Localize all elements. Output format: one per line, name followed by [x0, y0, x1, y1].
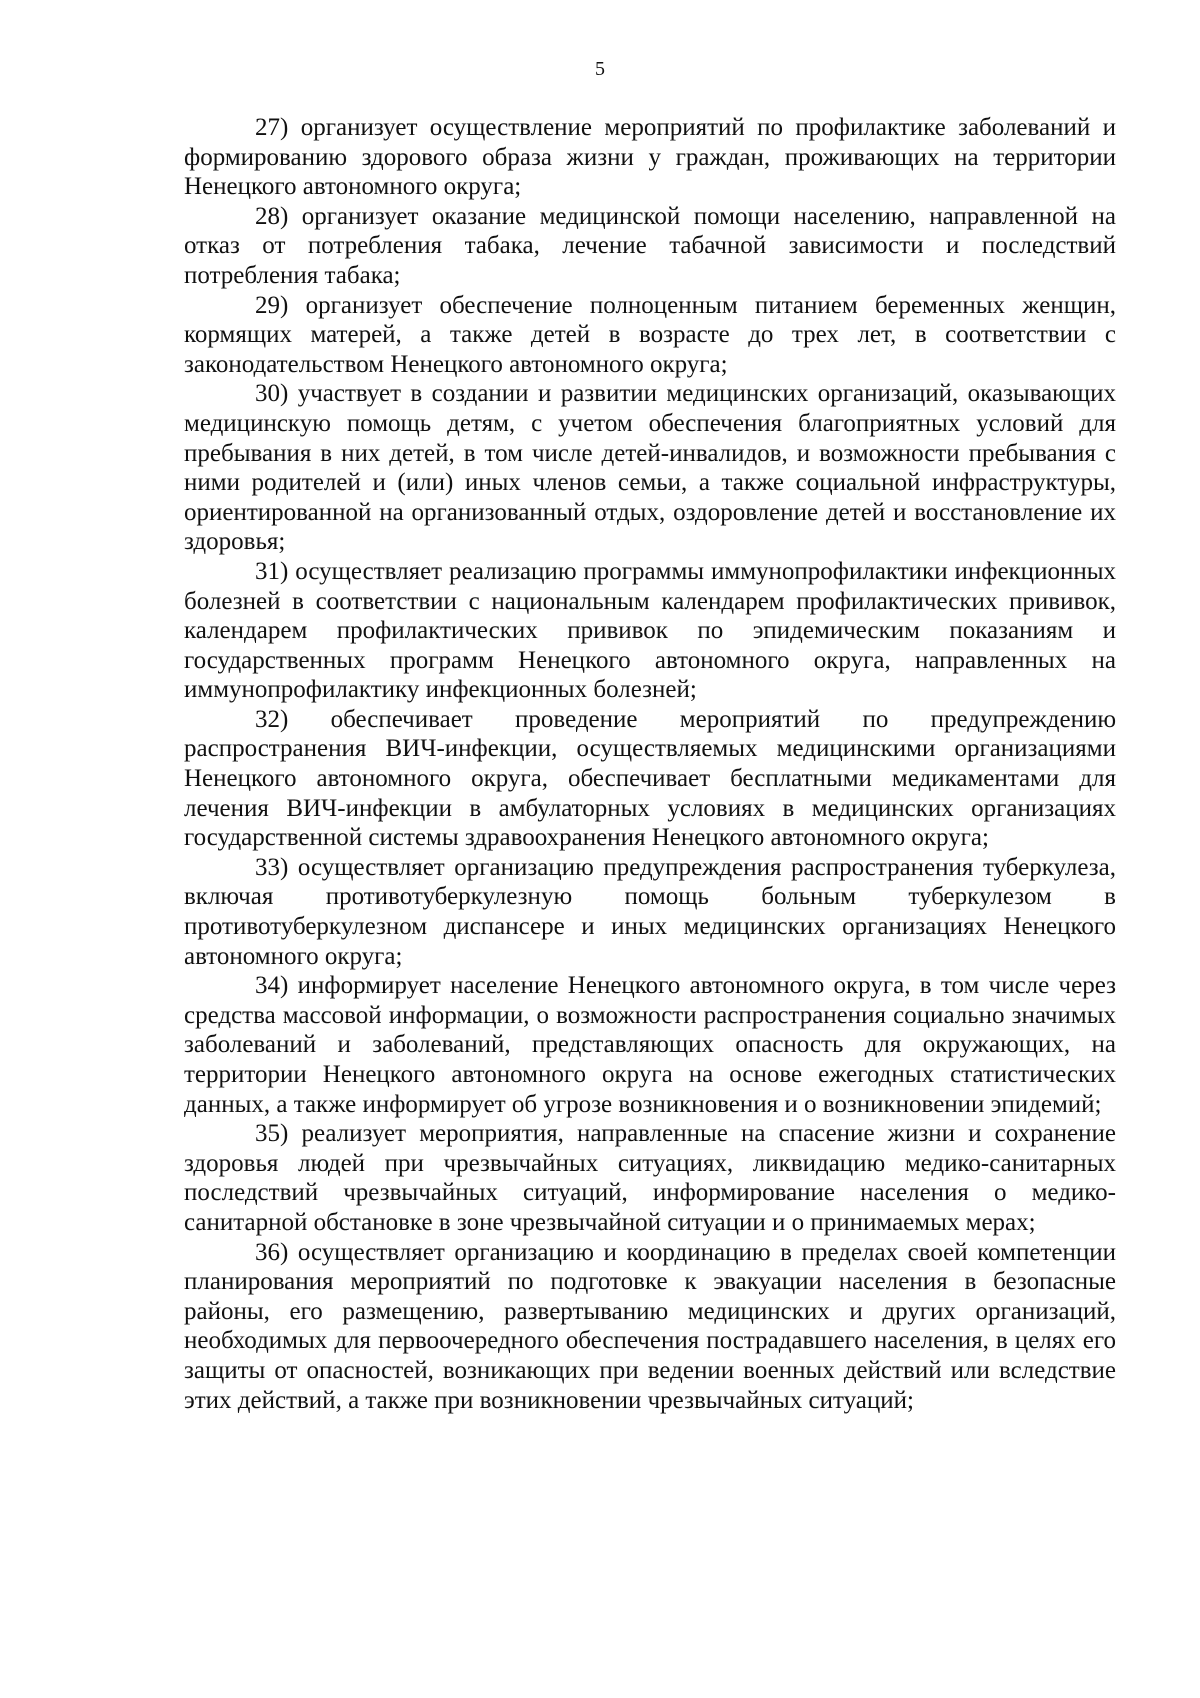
- paragraph-item-33: 33) осуществляет организацию предупреждения распространения туберкулеза, включая противотуберкулезную помощь больным туберкулезом в противотуберкулезном диспансере и иных медицинских организациях Ненецкого автономного округа;: [184, 853, 1116, 970]
- paragraph-item-36: 36) осуществляет организацию и координацию в пределах своей компетенции планирования мероприятий по подготовке к эвакуации населения в безопасные районы, его размещению, развертыванию медицинских и других организаций, необходимых для первоочередного обеспечения пострадавшего населения, в целях его защиты от опасностей, возникающих при ведении военных действий или вследствие этих действий, а также при возникновении чрезвычайных ситуаций;: [184, 1238, 1116, 1414]
- paragraph-item-34: 34) информирует население Ненецкого автономного округа, в том числе через средства массовой информации, о возможности распространения социально значимых заболеваний и заболеваний, представляющих опасность для окружающих, на территории Ненецкого автономного округа на основе ежегодных статистических данных, а также информирует об угрозе возникновения и о возникновении эпидемий;: [184, 972, 1116, 1118]
- paragraph-item-29: 29) организует обеспечение полноценным питанием беременных женщин, кормящих матерей, а также детей в возрасте до трех лет, в соответствии с законодательством Ненецкого автономного округа;: [184, 291, 1116, 378]
- paragraph-item-35: 35) реализует мероприятия, направленные на спасение жизни и сохранение здоровья людей при чрезвычайных ситуациях, ликвидацию медико-санитарных последствий чрезвычайных ситуаций, информирование населения о медико-санитарной обстановке в зоне чрезвычайной ситуации и о принимаемых мерах;: [184, 1120, 1116, 1236]
- paragraph-item-27: 27) организует осуществление мероприятий по профилактике заболеваний и формированию здорового образа жизни у граждан, проживающих на территории Ненецкого автономного округа;: [184, 114, 1116, 201]
- document-body: [184, 113, 1116, 1415]
- paragraph-item-28: 28) организует оказание медицинской помощи населению, направленной на отказ от потребления табака, лечение табачной зависимости и последствий потребления табака;: [184, 202, 1116, 289]
- page-number: 5: [595, 58, 605, 80]
- paragraph-item-32: 32) обеспечивает проведение мероприятий по предупреждению распространения ВИЧ-инфекции, осуществляемых медицинскими организациями Ненецкого автономного округа, обеспечивает бесплатными медикаментами для лечения ВИЧ-инфекции в амбулаторных условиях в медицинских организациях государственной системы здравоохранения Ненецкого автономного округа;: [184, 705, 1116, 852]
- paragraph-item-30: 30) участвует в создании и развитии медицинских организаций, оказывающих медицинскую помощь детям, с учетом обеспечения благоприятных условий для пребывания в них детей, в том числе детей-инвалидов, и возможности пребывания с ними родителей и (или) иных членов семьи, а также социальной инфраструктуры, ориентированной на организованный отдых, оздоровление детей и восстановление их здоровья;: [184, 380, 1116, 556]
- paragraph-item-31: 31) осуществляет реализацию программы иммунопрофилактики инфекционных болезней в соответствии с национальным календарем профилактических прививок, календарем профилактических прививок по эпидемическим показаниям и государственных программ Ненецкого автономного округа, направленных на иммунопрофилактику инфекционных болезней;: [184, 557, 1116, 704]
